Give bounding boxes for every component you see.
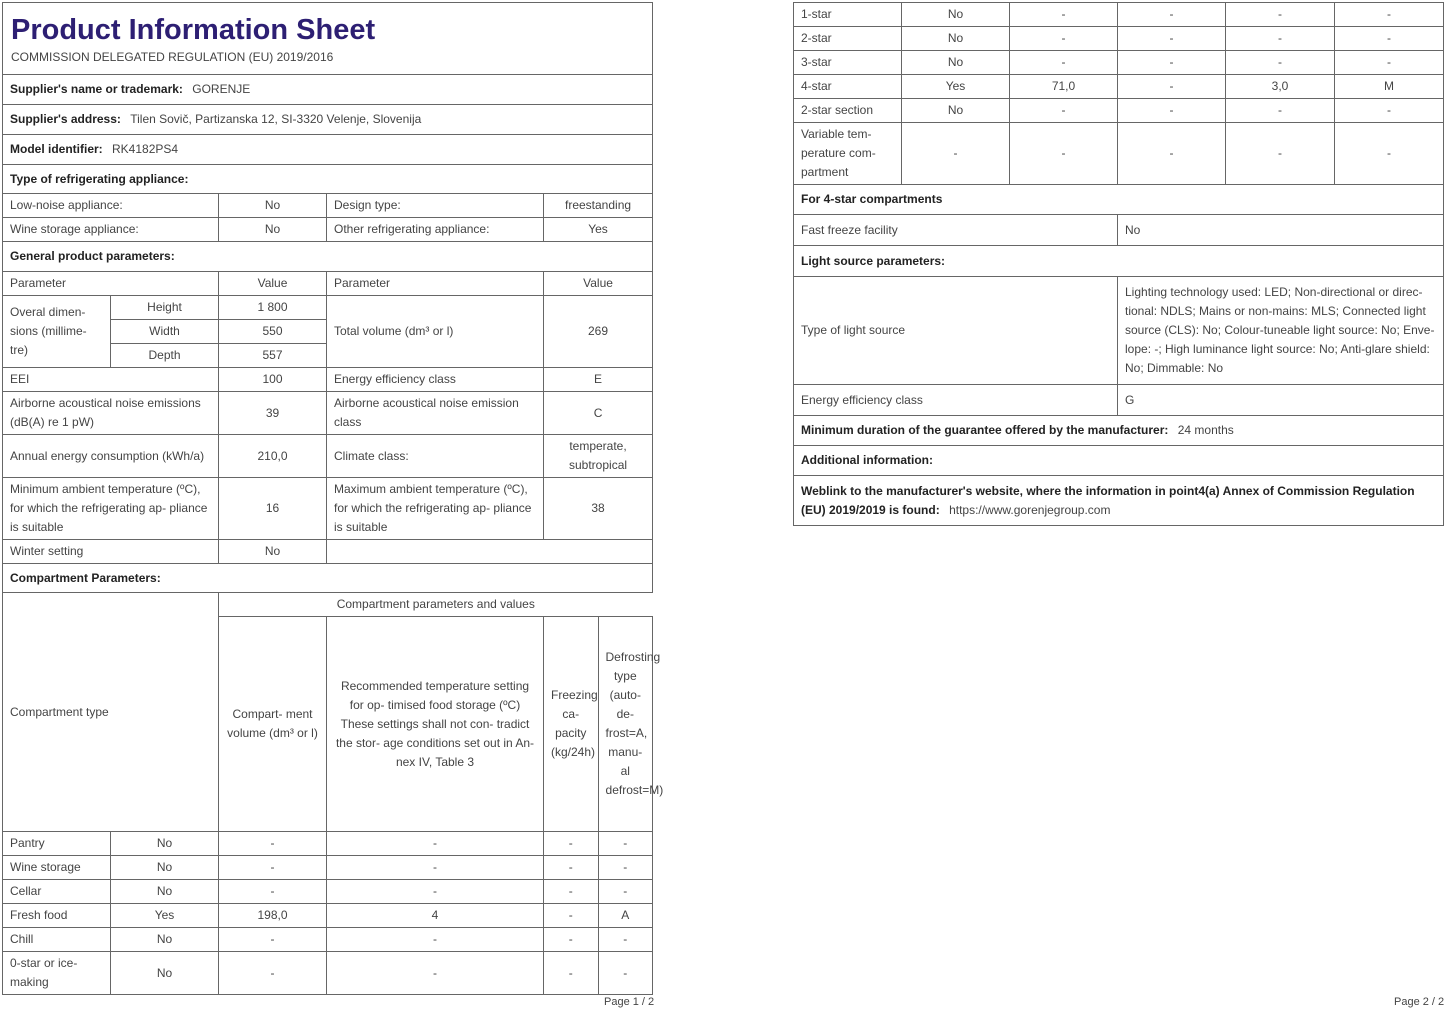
light-source-heading: Light source parameters: [794, 246, 1444, 277]
light-energy-class-label: Energy efficiency class [794, 385, 1118, 416]
compartment-freezing-cell: 3,0 [1226, 75, 1335, 99]
compartment-freezing-header: Freezing ca- pacity (kg/24h) [544, 617, 598, 831]
compartment-defrost-cell: - [1335, 99, 1444, 123]
compartment-row [794, 75, 1444, 99]
compartment-name-cell: 2-star section [794, 99, 902, 123]
climate-class-value: temperate, subtropical [544, 435, 653, 478]
value-column-header-2: Value [544, 272, 653, 296]
compartment-volume-cell: - [1010, 51, 1118, 75]
dimensions-label: Overal dimen- sions (millime- tre) [3, 296, 111, 368]
additional-info-heading: Additional information: [794, 446, 1444, 476]
freeze-defrost-subtable [544, 856, 652, 879]
compartment-temp-cell: - [1118, 3, 1226, 27]
compartment-volume-cell: - [219, 952, 327, 995]
supplier-name-value: GORENJE [192, 82, 251, 96]
compartment-present-cell: No [111, 952, 219, 995]
min-temp-value: 16 [219, 478, 327, 540]
compartment-row [3, 928, 653, 952]
compartment-temp-header: Recommended temperature setting for op- timised food storage (ºC) These settings shall not con- tradict the stor- age conditions set out in An- nex IV, Table 3 [327, 617, 544, 832]
compartment-defrost-cell: - [623, 884, 628, 898]
page-footer-1: Page 1 / 2 [604, 996, 655, 1008]
compartment-defrost-cell: A [621, 908, 630, 922]
compartment-freezing-cell: - [544, 952, 598, 994]
noise-class-label: Airborne acoustical noise emission class [327, 392, 544, 435]
freeze-defrost-subtable [544, 952, 652, 994]
compartment-volume-cell: - [1010, 99, 1118, 123]
compartment-temp-cell: - [327, 952, 544, 995]
compartment-volume-cell: - [219, 928, 327, 952]
supplier-name-label: Supplier's name or trademark: [10, 82, 183, 96]
energy-class-label: Energy efficiency class [327, 368, 544, 392]
compartment-name-cell: 1-star [794, 3, 902, 27]
annual-energy-value: 210,0 [219, 435, 327, 478]
compartment-present-cell: No [902, 51, 1010, 75]
compartment-present-cell: No [111, 856, 219, 880]
light-type-label: Type of light source [794, 277, 1118, 385]
compartment-rows-page-2 [794, 3, 1444, 185]
energy-class-value: E [544, 368, 653, 392]
compartment-present-cell: No [902, 3, 1010, 27]
compartment-row [794, 27, 1444, 51]
compartment-temp-cell: 4 [327, 904, 544, 928]
compartment-present-cell: Yes [902, 75, 1010, 99]
compartment-name-cell: Fresh food [3, 904, 111, 928]
annual-energy-label: Annual energy consumption (kWh/a) [3, 435, 219, 478]
empty-cell [327, 540, 653, 564]
compartment-row [3, 904, 653, 928]
compartment-freezing-cell: - [544, 856, 598, 879]
compartment-name-cell: Chill [3, 928, 111, 952]
total-volume-label: Total volume (dm³ or l) [327, 296, 544, 368]
compartment-temp-cell: - [1118, 75, 1226, 99]
compartment-row [3, 952, 653, 995]
freeze-defrost-header-cell [544, 617, 664, 832]
compartment-name-cell: 0-star or ice- making [3, 952, 111, 995]
compartment-defrost-cell: - [623, 965, 628, 980]
compartment-defrost-cell: - [1335, 27, 1444, 51]
max-temp-value: 38 [544, 478, 653, 540]
total-volume-value: 269 [544, 296, 653, 368]
other-appliance-label: Other refrigerating appliance: [327, 218, 544, 242]
compartment-volume-cell: - [1010, 3, 1118, 27]
weblink-value[interactable]: https://www.gorenjegroup.com [949, 502, 1111, 517]
parameter-column-header-2: Parameter [327, 272, 544, 296]
compartment-volume-cell: 198,0 [219, 904, 327, 928]
compartment-defrost-cell: - [1335, 51, 1444, 75]
compartment-rows-page-1 [3, 832, 653, 995]
compartment-row [794, 3, 1444, 27]
low-noise-value: No [219, 194, 327, 218]
compartment-defrost-cell: M [1335, 75, 1444, 99]
compartment-freezing-cell: - [1226, 3, 1335, 27]
compartment-defrost-header: Defrosting type (auto-de- frost=A, manu- al defrost=M) [605, 650, 664, 797]
product-information-sheet-page-1 [2, 2, 664, 995]
freeze-defrost-cell [544, 832, 653, 856]
compartment-freezing-cell: - [544, 832, 598, 855]
light-type-value: Lighting technology used: LED; Non-directional or direc- tional: NDLS; Mains or non-mains: MLS; Connected light source (CLS): No; Colour-tuneable light source: No; Enve- lope: -; High luminance light source: No; Anti-glare shield: No; Dimmable: No [1118, 277, 1444, 385]
fast-freeze-label: Fast freeze facility [794, 215, 1118, 246]
compartment-name-cell: 4-star [794, 75, 902, 99]
light-energy-class-value: G [1118, 385, 1444, 416]
compartment-name-cell: Pantry [3, 832, 111, 856]
compartment-params-values-header: Compartment parameters and values [219, 593, 653, 617]
compartment-defrost-cell: - [623, 932, 628, 946]
fast-freeze-value: No [1118, 215, 1444, 246]
model-identifier-label: Model identifier: [10, 142, 103, 156]
weblink-row [794, 476, 1444, 526]
freeze-defrost-cell [544, 856, 653, 880]
compartment-defrost-cell: - [1335, 3, 1444, 27]
four-star-heading: For 4-star compartments [794, 185, 1444, 215]
compartment-name-cell: 3-star [794, 51, 902, 75]
compartment-freezing-cell: - [544, 880, 598, 903]
compartment-freezing-cell: - [544, 928, 598, 951]
general-parameters-heading: General product parameters: [3, 242, 653, 272]
compartment-parameters-heading: Compartment Parameters: [3, 564, 653, 593]
compartment-row [794, 51, 1444, 75]
guarantee-row [794, 416, 1444, 446]
eei-value: 100 [219, 368, 327, 392]
compartment-volume-cell: - [219, 832, 327, 856]
compartment-row [794, 99, 1444, 123]
page-title: Product Information Sheet [11, 14, 376, 46]
eei-label: EEI [3, 368, 219, 392]
design-type-value: freestanding [544, 194, 653, 218]
compartment-name-cell: Cellar [3, 880, 111, 904]
freeze-defrost-subtable [544, 832, 652, 855]
compartment-name-cell: Wine storage [3, 856, 111, 880]
compartment-present-cell: - [902, 123, 1010, 185]
freeze-defrost-cell [544, 952, 653, 995]
winter-setting-label: Winter setting [3, 540, 219, 564]
max-temp-label: Maximum ambient temperature (ºC), for which the refrigerating ap- pliance is suitable [327, 478, 544, 540]
compartment-row [794, 123, 1444, 185]
freeze-defrost-subtable [544, 617, 664, 831]
compartment-freezing-cell: - [1226, 51, 1335, 75]
compartment-row [3, 856, 653, 880]
regulation-reference: COMMISSION DELEGATED REGULATION (EU) 2019/2016 [11, 50, 334, 64]
compartment-volume-cell: - [219, 880, 327, 904]
min-temp-label: Minimum ambient temperature (ºC), for which the refrigerating ap- pliance is suitable [3, 478, 219, 540]
model-identifier-row [3, 135, 653, 165]
low-noise-label: Low-noise appliance: [3, 194, 219, 218]
guarantee-value: 24 months [1177, 423, 1234, 437]
supplier-name-row [3, 75, 653, 105]
compartment-temp-cell: - [327, 880, 544, 904]
compartment-defrost-cell: - [1335, 123, 1444, 185]
compartment-temp-cell: - [1118, 51, 1226, 75]
wine-storage-label: Wine storage appliance: [3, 218, 219, 242]
compartment-present-cell: No [902, 27, 1010, 51]
supplier-address-row [3, 105, 653, 135]
compartment-row [3, 880, 653, 904]
height-label: Height [111, 296, 219, 320]
depth-label: Depth [111, 344, 219, 368]
value-column-header: Value [219, 272, 327, 296]
compartment-freezing-cell: - [1226, 27, 1335, 51]
compartment-type-header: Compartment type [3, 593, 219, 832]
compartment-defrost-cell: - [623, 860, 628, 874]
weblink-label: Weblink to the manufacturer's website, where the information in point4(a) Annex of Commission Regulation (EU) 2019/2019 is found: [801, 483, 1415, 517]
width-label: Width [111, 320, 219, 344]
compartment-volume-cell: - [219, 856, 327, 880]
freeze-defrost-subtable [544, 880, 652, 903]
winter-setting-value: No [219, 540, 327, 564]
compartment-present-cell: No [111, 928, 219, 952]
compartment-volume-cell: 71,0 [1010, 75, 1118, 99]
compartment-temp-cell: - [327, 832, 544, 856]
compartment-present-cell: No [111, 880, 219, 904]
compartment-present-cell: No [111, 832, 219, 856]
noise-emissions-value: 39 [219, 392, 327, 435]
guarantee-label: Minimum duration of the guarantee offered by the manufacturer: [801, 423, 1169, 437]
compartment-freezing-cell: - [1226, 123, 1335, 185]
height-value: 1 800 [219, 296, 327, 320]
page-footer-2: Page 2 / 2 [1394, 996, 1445, 1008]
compartment-freezing-cell: - [1226, 99, 1335, 123]
appliance-type-heading: Type of refrigerating appliance: [3, 165, 653, 194]
header-cell [3, 3, 653, 75]
compartment-volume-cell: - [1010, 123, 1118, 185]
design-type-label: Design type: [327, 194, 544, 218]
compartment-temp-cell: - [327, 856, 544, 880]
compartment-temp-cell: - [1118, 99, 1226, 123]
depth-value: 557 [219, 344, 327, 368]
compartment-defrost-cell: - [623, 836, 628, 850]
noise-emissions-label: Airborne acoustical noise emissions (dB(A) re 1 pW) [3, 392, 219, 435]
supplier-address-value: Tilen Sovič, Partizanska 12, SI-3320 Velenje, Slovenija [130, 112, 422, 126]
compartment-freezing-cell: - [544, 904, 598, 927]
compartment-name-cell: Variable tem- perature com- partment [794, 123, 902, 185]
compartment-temp-cell: - [1118, 27, 1226, 51]
climate-class-label: Climate class: [327, 435, 544, 478]
freeze-defrost-cell [544, 880, 653, 904]
product-information-sheet-page-2 [793, 2, 1444, 526]
compartment-volume-header: Compart- ment volume (dm³ or l) [219, 617, 327, 832]
compartment-volume-cell: - [1010, 27, 1118, 51]
compartment-name-cell: 2-star [794, 27, 902, 51]
parameter-column-header: Parameter [3, 272, 219, 296]
supplier-address-label: Supplier's address: [10, 112, 121, 126]
freeze-defrost-cell [544, 928, 653, 952]
compartment-present-cell: No [902, 99, 1010, 123]
noise-class-value: C [544, 392, 653, 435]
freeze-defrost-subtable [544, 904, 652, 927]
other-appliance-value: Yes [544, 218, 653, 242]
compartment-temp-cell: - [327, 928, 544, 952]
width-value: 550 [219, 320, 327, 344]
wine-storage-value: No [219, 218, 327, 242]
compartment-present-cell: Yes [111, 904, 219, 928]
freeze-defrost-subtable [544, 928, 652, 951]
freeze-defrost-cell [544, 904, 653, 928]
compartment-temp-cell: - [1118, 123, 1226, 185]
model-identifier-value: RK4182PS4 [112, 142, 179, 156]
compartment-row [3, 832, 653, 856]
